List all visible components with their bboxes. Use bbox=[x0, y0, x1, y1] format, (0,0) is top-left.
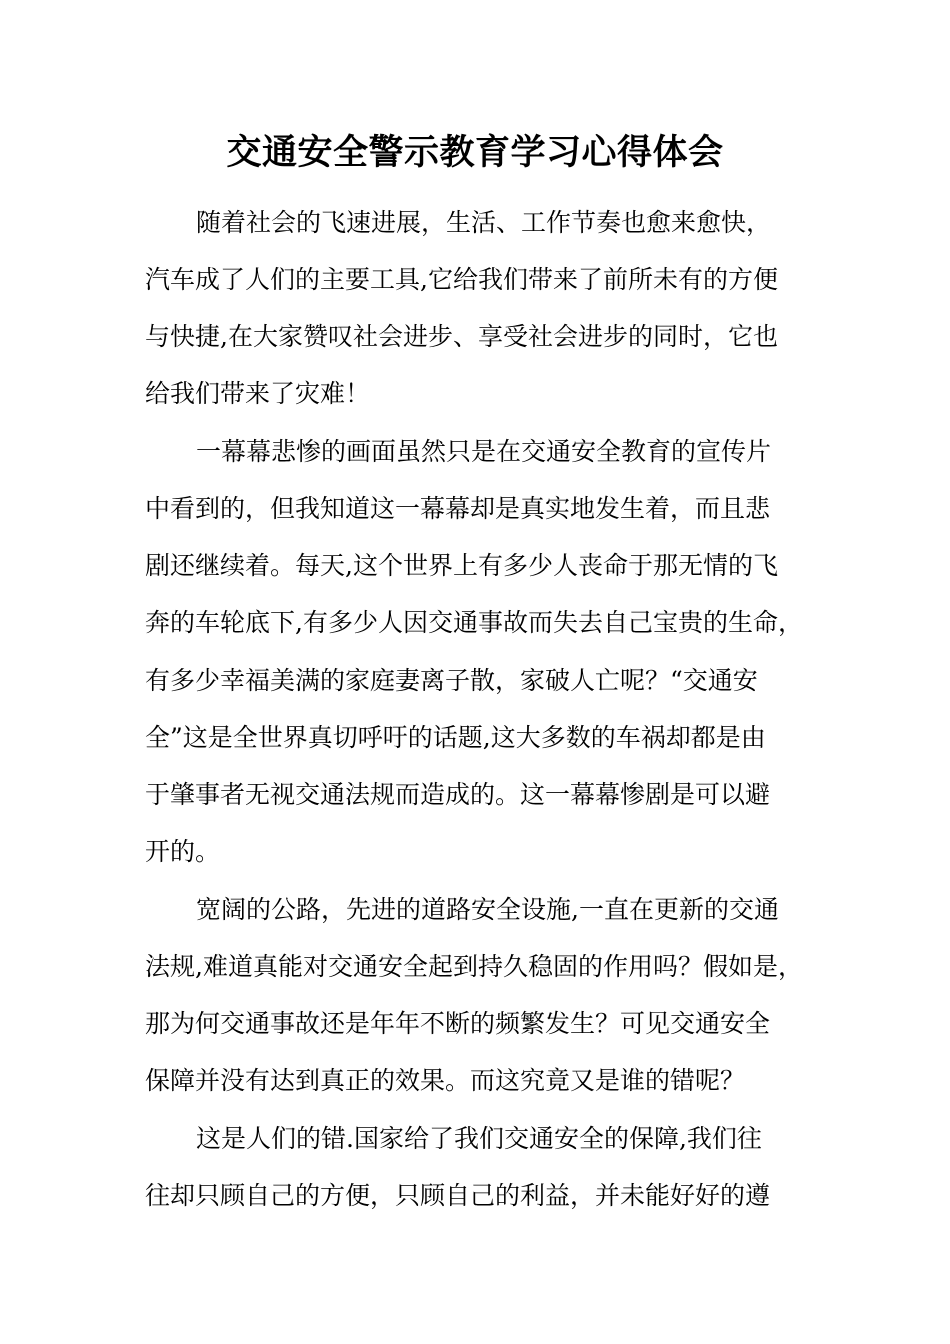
paragraph-3-line-3: 那为何交通事故还是年年不断的频繁发生？可见交通安全 bbox=[145, 1009, 771, 1038]
paragraph-2-line-4: 奔的车轮底下,有多少人因交通事故而失去自己宝贵的生命， bbox=[145, 608, 803, 637]
paragraph-2-line-8: 开的。 bbox=[145, 837, 221, 866]
paragraph-1-line-2: 汽车成了人们的主要工具,它给我们带来了前所未有的方便 bbox=[145, 265, 778, 294]
paragraph-1-line-4: 给我们带来了灾难！ bbox=[145, 379, 371, 408]
paragraph-2-line-2: 中看到的，但我知道这一幕幕却是真实地发生着，而且悲 bbox=[145, 494, 771, 523]
paragraph-2-line-3: 剧还继续着。每天,这个世界上有多少人丧命于那无情的飞 bbox=[145, 551, 778, 580]
paragraph-2-line-1: 一幕幕悲惨的画面虽然只是在交通安全教育的宣传片 bbox=[196, 437, 772, 466]
paragraph-2-line-6: 全”这是全世界真切呼吁的话题,这大多数的车祸却都是由 bbox=[145, 723, 766, 752]
paragraph-1-line-3: 与快捷,在大家赞叹社会进步、享受社会进步的同时，它也 bbox=[145, 322, 778, 351]
paragraph-3-line-2: 法规,难道真能对交通安全起到持久稳固的作用吗？假如是， bbox=[145, 952, 803, 981]
paragraph-3-line-4: 保障并没有达到真正的效果。而这究竟又是谁的错呢？ bbox=[145, 1066, 746, 1095]
paragraph-4-line-1: 这是人们的错.国家给了我们交通安全的保障,我们往 bbox=[196, 1124, 762, 1153]
paragraph-1-line-1: 随着社会的飞速进展，生活、工作节奏也愈来愈快， bbox=[196, 208, 772, 237]
page-title: 交通安全警示教育学习心得体会 bbox=[226, 133, 724, 173]
paragraph-3-line-1: 宽阔的公路，先进的道路安全设施,一直在更新的交通 bbox=[196, 895, 779, 924]
paragraph-4-line-2: 往却只顾自己的方便，只顾自己的利益，并未能好好的遵 bbox=[145, 1181, 771, 1210]
paragraph-2-line-5: 有多少幸福美满的家庭妻离子散，家破人亡呢？“交通安 bbox=[145, 666, 758, 695]
paragraph-2-line-7: 于肇事者无视交通法规而造成的。这一幕幕惨剧是可以避 bbox=[145, 780, 771, 809]
